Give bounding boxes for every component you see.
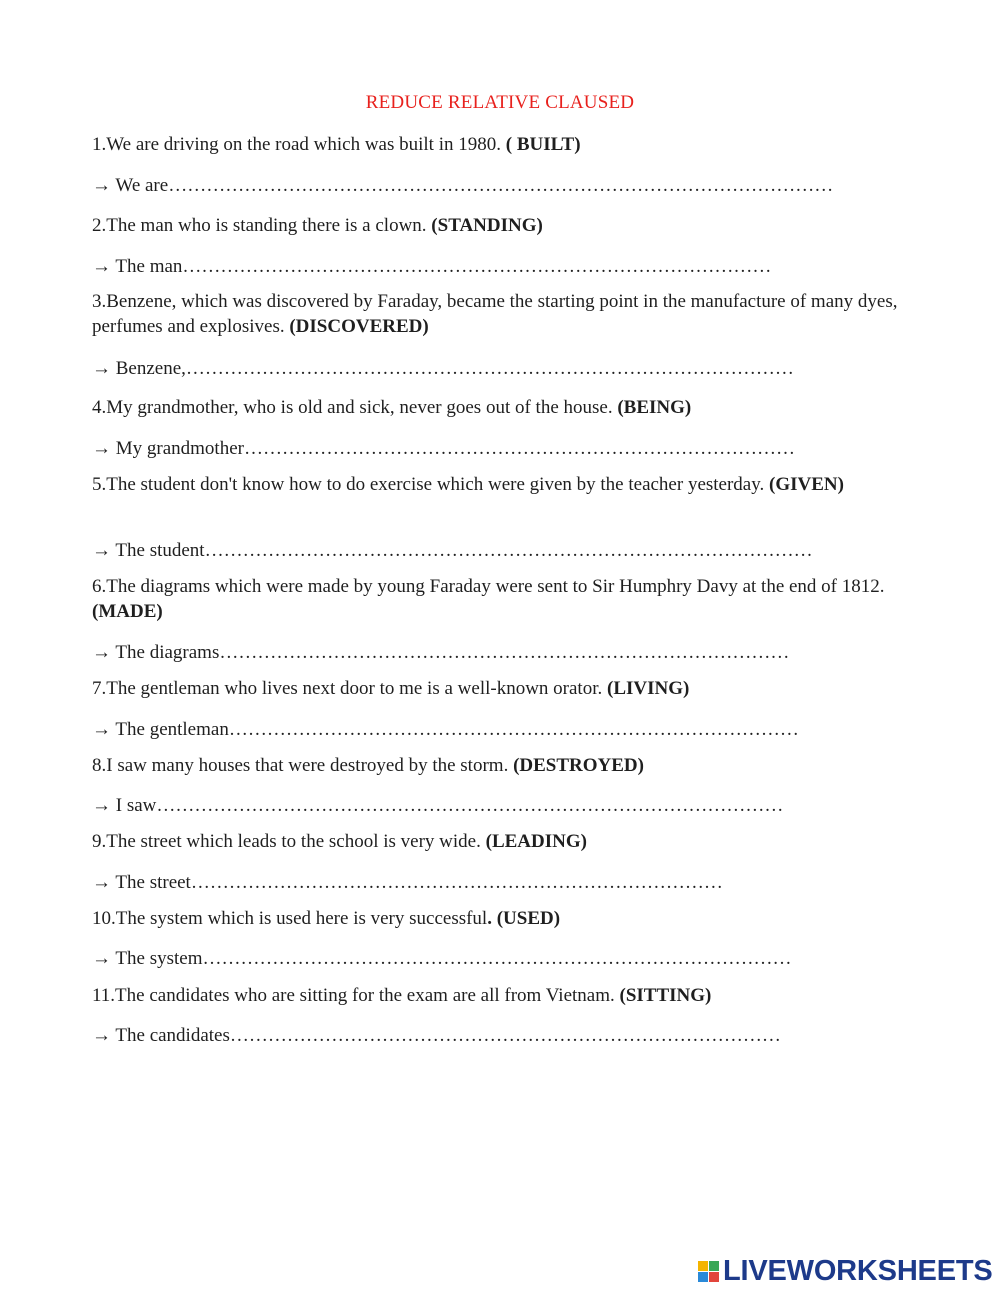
question-3: 3.Benzene, which was discovered by Faraday, became the starting point in the manufacture of many dyes, perfumes and explosives. (DISCOVERED) — [92, 291, 898, 337]
keyword: (DESTROYED) — [513, 755, 644, 776]
answer-blank: …………………………………………………………………………… — [243, 438, 795, 459]
answer-line-2[interactable]: → The man………………………………………………………………………………… — [92, 256, 772, 277]
answer-line-5[interactable]: → The student…………………………………………………………………………………… — [92, 540, 813, 561]
answer-line-11[interactable]: → The candidates…………………………………………………………………………… — [92, 1025, 781, 1046]
question-8: 8.I saw many houses that were destroyed by the storm. (DESTROYED) — [92, 755, 644, 776]
keyword: (SITTING) — [619, 985, 712, 1006]
answer-blank: ……………………………………………………………………………… — [228, 719, 799, 740]
answer-blank: ……………………………………………………………………………………… — [156, 795, 784, 816]
keyword: . (USED) — [487, 908, 561, 929]
answer-blank: …………………………………………………………………………………………… — [168, 175, 834, 196]
keyword: (MADE) — [92, 601, 163, 622]
answer-line-3[interactable]: → Benzene,…………………………………………………………………………………… — [92, 358, 794, 379]
keyword: (BEING) — [617, 397, 692, 418]
question-11: 11.The candidates who are sitting for the exam are all from Vietnam. (SITTING) — [92, 985, 712, 1006]
answer-line-8[interactable]: → I saw……………………………………………………………………………………… — [92, 795, 784, 816]
question-6: 6.The diagrams which were made by young Faraday were sent to Sir Humphry Davy at the end of 1812. (MADE) — [92, 576, 885, 622]
question-1: 1.We are driving on the road which was built in 1980. ( BUILT) — [92, 134, 581, 155]
keyword: (DISCOVERED) — [289, 316, 429, 337]
question-7: 7.The gentleman who lives next door to me is a well-known orator. (LIVING) — [92, 678, 690, 699]
answer-line-10[interactable]: → The system………………………………………………………………………………… — [92, 948, 792, 969]
keyword: (STANDING) — [431, 215, 543, 236]
question-9: 9.The street which leads to the school is very wide. (LEADING) — [92, 831, 587, 852]
question-5: 5.The student don't know how to do exercise which were given by the teacher yesterday. (GIVEN) — [92, 474, 844, 495]
answer-blank: …………………………………………………………………………… — [229, 1025, 781, 1046]
keyword: (LIVING) — [607, 678, 690, 699]
liveworksheets-logo[interactable] — [698, 1252, 993, 1290]
question-4: 4.My grandmother, who is old and sick, never goes out of the house. (BEING) — [92, 397, 692, 418]
answer-blank: ………………………………………………………………………………… — [202, 948, 792, 969]
answer-line-7[interactable]: → The gentleman……………………………………………………………………………… — [92, 719, 799, 740]
keyword: ( BUILT) — [505, 134, 581, 155]
answer-line-1[interactable]: → We are…………………………………………………………………………………………… — [92, 175, 834, 196]
answer-blank: …………………………………………………………………………………… — [204, 540, 813, 561]
answer-blank: ………………………………………………………………………………… — [182, 256, 772, 277]
answer-line-4[interactable]: → My grandmother…………………………………………………………………………… — [92, 438, 795, 459]
keyword: (GIVEN) — [769, 474, 844, 495]
answer-line-6[interactable]: → The diagrams……………………………………………………………………………… — [92, 642, 790, 663]
question-10: 10.The system which is used here is very successful. (USED) — [92, 908, 561, 929]
keyword: (LEADING) — [485, 831, 587, 852]
answer-blank: …………………………………………………………………………………… — [185, 358, 794, 379]
logo-blocks-icon — [698, 1261, 719, 1282]
question-2: 2.The man who is standing there is a clown. (STANDING) — [92, 215, 543, 236]
logo-text: LIVEWORKSHEETS — [723, 1254, 993, 1287]
answer-line-9[interactable]: → The street………………………………………………………………………… — [92, 872, 723, 893]
answer-blank: ……………………………………………………………………………… — [219, 642, 790, 663]
worksheet-title: REDUCE RELATIVE CLAUSED — [365, 92, 635, 113]
answer-blank: ………………………………………………………………………… — [190, 872, 723, 893]
